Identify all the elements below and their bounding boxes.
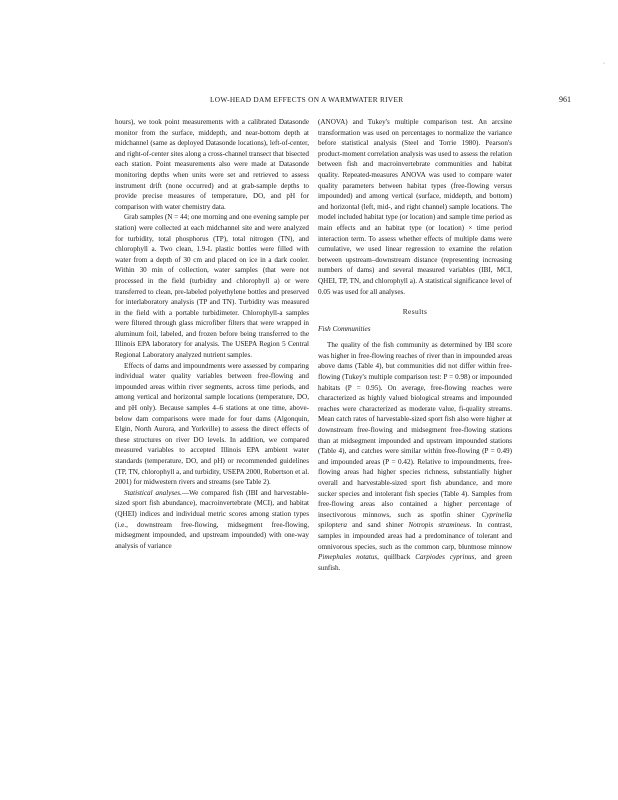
paragraph-text: , quillback [377, 553, 416, 562]
paragraph-text: , and green sunfish. [318, 553, 512, 572]
paragraph-text: and sand shiner [346, 521, 409, 530]
section-heading: Results [402, 307, 428, 317]
page-number: 961 [559, 95, 571, 104]
species-name: Carpiodes cyprinus [415, 553, 475, 562]
paragraph: Grab samples (N = 44; one morning and one evening sample per station) were collected at each midchannel site and were analyzed for turbidity, total phosphorus (TP), total nitrogen (TN), and chlorophyll a. Two clean, 1.9-L plastic bottles were filled with water from a depth of 30 cm and placed on ice in a dark cooler. Within 30 min of collection, water samples (that were not processed in the field (turbidity and chlorophyll a) or were transferred to clean, pre-labeled polyethylene bottles and preserved for interlaboratory analysis (TP and TN). Turbidity was measured in the field with a portable turbidimeter. Chlorophyll-a samples were filtered through glass microfiber filters that were wrapped in aluminum foil, labeled, and frozen before being transferred to the Illinois EPA laboratory for analysis. The USEPA Region 5 Central Regional Laboratory analyzed nutrient samples. [115, 213, 309, 360]
corner-mark: · [603, 61, 605, 67]
species-name: Pimephales notatus [318, 553, 378, 562]
running-head: LOW-HEAD DAM EFFECTS ON A WARMWATER RIVER [210, 95, 404, 104]
paragraph [115, 488, 309, 552]
paragraph: Effects of dams and impoundments were assessed by comparing individual water quality variables between free-flowing and impounded areas within river segments, across time periods, and among vertical and horizontal sample locations (temperature, DO, and pH only). Because samples 4–6 stations at one time, above-below dam comparisons were made for four dams (Algonquin, Elgin, North Aurora, and Yorkville) to assess the direct effects of these structures on river DO levels. In addition, we compared measured variables to accepted Illinois EPA ambient water standards (temperature, DO, and pH) or recommended guidelines (TP, TN, chlorophyll a, and turbidity, USEPA 2000, Robertson et al. 2001) for midwestern rivers and streams (see Table 2). [115, 361, 309, 487]
run-in-heading: Statistical analyses. [124, 488, 182, 497]
paragraph [318, 340, 512, 573]
paragraph: hours), we took point measurements with a calibrated Datasonde monitor from the surface, middepth, and near-bottom depth at midchannel (same as deployed Datasonde locations), left-of-center, and right-of-center sites along a cross-channel transect that bisected each station. Point measurements also were made at Datasonde monitoring depths when units were set and retrieved to assess instrument drift (none occurred) and at grab-sample depths to provide precise measures of temperature, DO, and pH for comparison with water chemistry data. [115, 118, 309, 211]
species-name: Cyprinella spiloptera [318, 510, 512, 530]
paragraph-text: . In contrast, samples in impounded areas had a predominance of tolerant and omnivorous species, such as the common carp, bluntnose minnow [318, 521, 512, 551]
left-column [115, 117, 309, 551]
right-column [318, 117, 512, 573]
paragraph: (ANOVA) and Tukey's multiple comparison test. An arcsine transformation was used on percentages to normalize the variance before statistical analysis (Steel and Torrie 1980). Pearson's product-moment correlation analysis was used to assess the relation between fish and macroinvertebrate communities and habitat quality. Repeated-measures ANOVA was used to compare water quality parameters between habitat types (free-flowing versus impounded) and among vertical (surface, middepth, and bottom) and horizontal (left, mid-, and right channel) sample locations. The model included habitat type (or location) and sample time period as main effects and an habitat type (or location) × time period interaction term. To assess whether effects of multiple dams were cumulative, we used linear regression to examine the relation between upstream–downstream distance (representing increasing numbers of dams) and several measured variables (IBI, MCI, QHEI, TP, TN, and chlorophyll a). A statistical significance level of 0.05 was used for all analyses. [318, 118, 512, 296]
species-name: Notropis stramineus [408, 521, 470, 530]
paragraph-text: The quality of the fish community as determined by IBI score was higher in free-flowing reaches of river than in impounded areas above dams (Table 4), but communities did not differ within free-flowing (Tukey's multiple comparison test: P = 0.98) or impounded habitats (P = 0.95). On average, free-flowing reaches were characterized as highly valued biological streams and impounded reaches were characterized as moderate value, fi-quality streams. Mean catch rates of harvestable-sized sport fish also were higher at downstream free-flowing and midsegment free-flowing stations than at midsegment impounded and upstream impounded stations (Table 4), and catches were similar within free-flowing (P = 0.49) and impounded areas (P = 0.42). Relative to impoundments, free-flowing areas had higher species richness, substantially higher overall and harvestable-sized sport fish abundance, and more sucker species and intolerant fish species (Table 4). Samples from free-flowing areas also contained a higher percentage of insectivorous minnows, such as spotfin shiner [318, 341, 512, 519]
paragraph-text: —We compared fish (IBI and harvestable-sized sport fish abundance), macroinvertebrate (MCI), and habitat (QHEI) indices and individual metric scores among station types (i.e., downstream free-flowing, midsegment free-flowing, midsegment impounded, and upstream impounded) with one-way analysis of variance [115, 488, 309, 550]
subsection-heading: Fish Communities [318, 324, 371, 333]
